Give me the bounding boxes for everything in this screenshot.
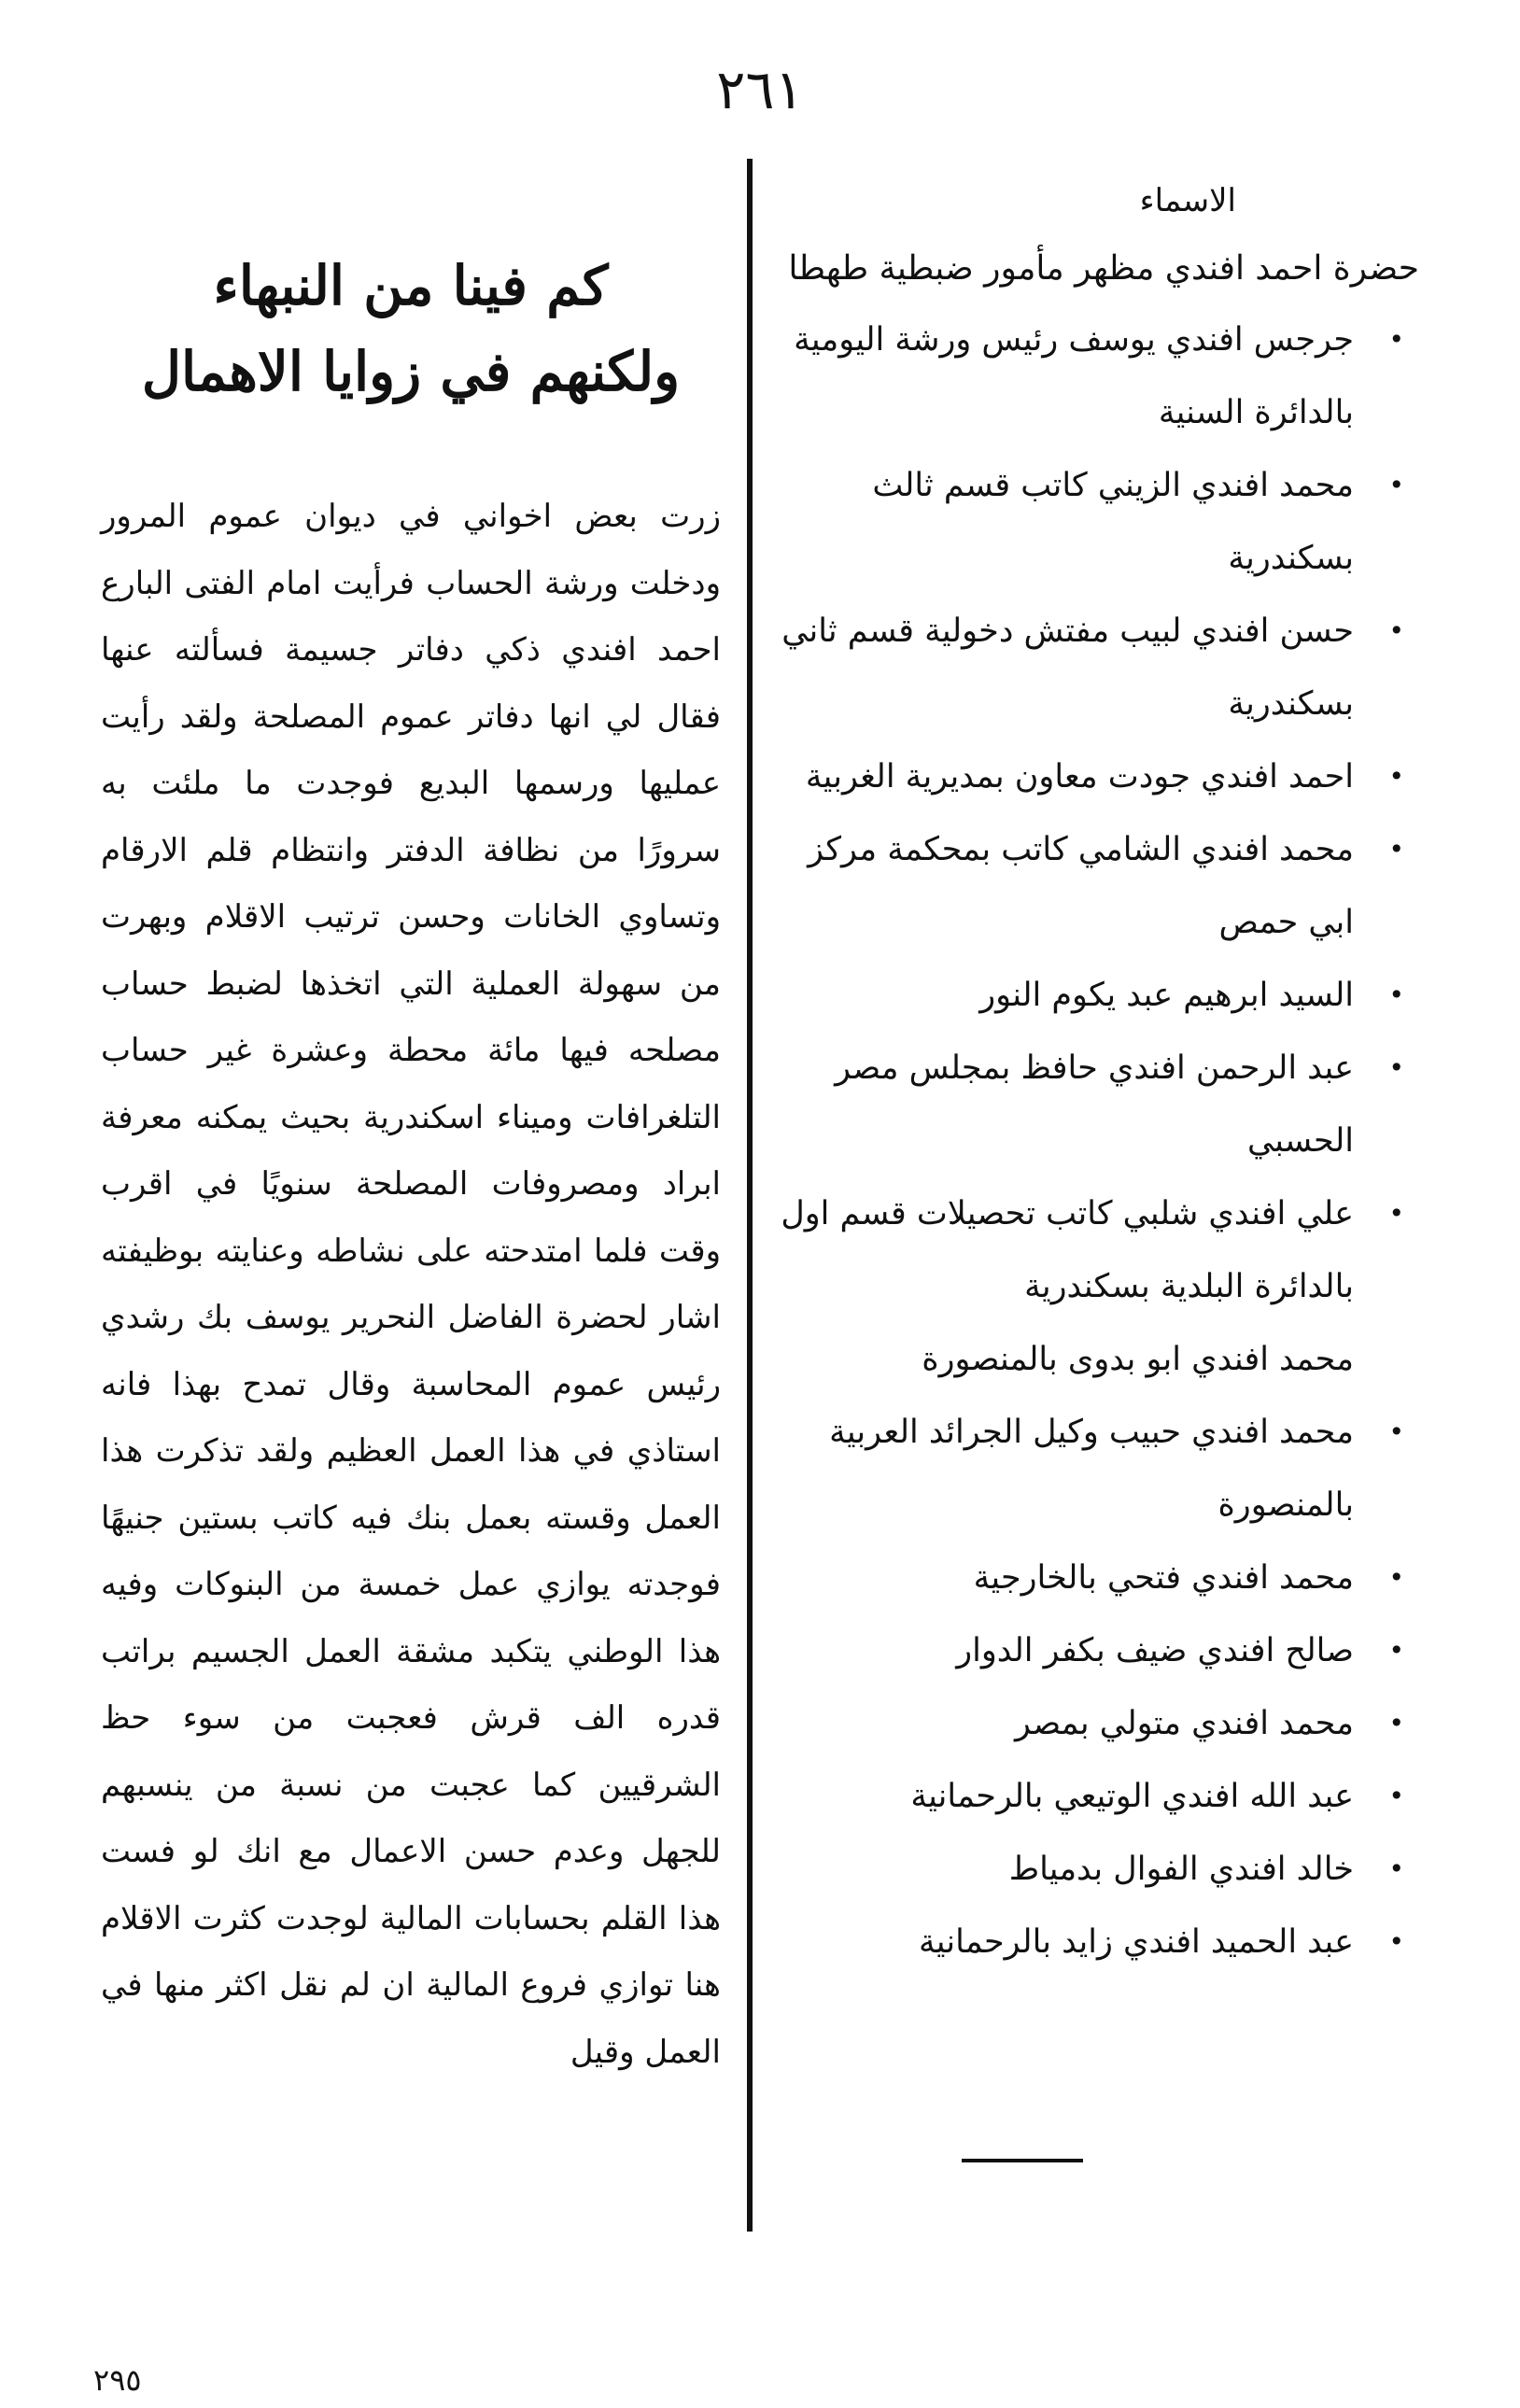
- list-item: [766, 303, 1419, 449]
- list-item: [766, 740, 1419, 813]
- list-item-text: علي افندي شلبي كاتب تحصيلات قسم اول بالدائرة البلدية بسكندرية: [781, 1195, 1354, 1305]
- list-heading: الاسماء: [1139, 182, 1236, 219]
- article-body: زرت بعض اخواني في ديوان عموم المرور ودخلت ورشة الحساب فرأيت امام الفتى البارع احمد افندي ذكي دفاتر جسيمة فسألته عنها فقال لي انها دفاتر عموم المصلحة ولقد رأيت عمليها ورسمها البديع فوجدت ما ملئت به سرورًا من نظافة الدفتر وانتظام قلم الارقام وتساوي الخانات وحسن ترتيب الاقلام وبهرت من سهولة العملية التي اتخذها لضبط حساب مصلحه فيها مائة محطة وعشرة غير حساب التلغرافات وميناء اسكندرية بحيث يمكنه معرفة ابراد ومصروفات المصلحة سنويًا في اقرب وقت فلما امتدحته على نشاطه وعنايته بوظيفته اشار لحضرة الفاضل النحرير يوسف بك رشدي رئيس عموم المحاسبة وقال تمدح بهذا فانه استاذي في هذا العمل العظيم ولقد تذكرت هذا العمل وقسته بعمل بنك فيه كاتب بستين جنيهًا فوجدته يوازي عمل خمسة من البنوكات وفيه هذا الوطني يتكبد مشقة العمل الجسيم براتب قدره الف قرش فعجبت من سوء حظ الشرقيين كما عجبت من نسبة من ينسبهم للجهل وعدم حسن الاعمال مع انك لو فست هذا القلم بحسابات المالية لوجدت كثرت الاقلام هنا توازي فروع المالية ان لم نقل اكثر منها في العمل وقيل: [101, 498, 721, 2071]
- list-item-text: السيد ابرهيم عبد يكوم النور: [979, 977, 1354, 1014]
- bullet-icon: •: [1388, 1198, 1404, 1229]
- bullet-icon: •: [1388, 1562, 1404, 1593]
- list-item: [766, 1687, 1419, 1760]
- bullet-icon: •: [1388, 1052, 1404, 1083]
- list-item: [766, 813, 1419, 959]
- list-item-text: محمد افندي ابو بدوى بالمنصورة: [922, 1341, 1354, 1378]
- bullet-icon: •: [1388, 834, 1404, 865]
- bullet-icon: •: [1388, 1635, 1404, 1666]
- list-item: [766, 1396, 1419, 1542]
- list-item-text: صالح افندي ضيف بكفر الدوار: [956, 1632, 1354, 1669]
- names-column: [766, 182, 1419, 1979]
- list-item-text: عبد الحميد افندي زايد بالرحمانية: [919, 1923, 1354, 1961]
- list-item-text: محمد افندي حبيب وكيل الجرائد العربية بالمنصورة: [829, 1414, 1354, 1524]
- list-item: [766, 595, 1419, 740]
- list-item-text: حسن افندي لبيب مفتش دخولية قسم ثاني بسكندرية: [781, 613, 1354, 723]
- bullet-icon: •: [1388, 1926, 1404, 1957]
- bullet-icon: •: [1388, 1781, 1404, 1811]
- list-item-text: محمد افندي فتحي بالخارجية: [973, 1559, 1354, 1597]
- list-item: [766, 1614, 1419, 1687]
- list-item: [766, 1542, 1419, 1614]
- column-divider: [747, 159, 753, 2232]
- bullet-icon: •: [1388, 1708, 1404, 1739]
- list-item-text: عبد الرحمن افندي حافظ بمجلس مصر الحسبي: [835, 1049, 1354, 1160]
- list-item-text: خالد افندي الفوال بدمياط: [1008, 1851, 1354, 1888]
- bullet-icon: •: [1388, 979, 1404, 1010]
- page-number: ٢٦١: [716, 58, 804, 121]
- bullet-icon: •: [1388, 1853, 1404, 1884]
- list-item-text: محمد افندي الشامي كاتب بمحكمة مركز ابي حمص: [808, 831, 1354, 941]
- list-item: [766, 1760, 1419, 1833]
- bullet-icon: •: [1388, 761, 1404, 792]
- bullet-icon: •: [1388, 1416, 1404, 1447]
- list-item-text: جرجس افندي يوسف رئيس ورشة اليومية بالدائرة السنية: [794, 321, 1354, 431]
- article-headline: كم فينا من النبهاء: [213, 254, 609, 317]
- list-item-text: محمد افندي متولي بمصر: [1015, 1705, 1354, 1742]
- list-lead-entry: حضرة احمد افندي مظهر مأمور ضبطية طهطا: [788, 249, 1419, 288]
- list-item: [766, 959, 1419, 1032]
- bullet-icon: •: [1388, 615, 1404, 646]
- list-item: [766, 1177, 1419, 1323]
- list-item: [766, 449, 1419, 595]
- section-end-rule: [962, 2159, 1083, 2162]
- list-item: [766, 1323, 1419, 1396]
- name-list: [766, 303, 1419, 1979]
- list-item: [766, 1906, 1419, 1979]
- folio-number: ٢٩٥: [93, 2362, 142, 2398]
- article-subheadline: ولكنهم في زوايا الاهمال: [141, 340, 681, 403]
- list-item: [766, 1032, 1419, 1177]
- bullet-icon: •: [1388, 470, 1404, 500]
- list-item: [766, 1833, 1419, 1906]
- list-item-text: محمد افندي الزيني كاتب قسم ثالث بسكندرية: [872, 467, 1354, 577]
- list-item-text: احمد افندي جودت معاون بمديرية الغربية: [805, 758, 1354, 796]
- bullet-icon: •: [1388, 324, 1404, 355]
- list-item-text: عبد الله افندي الوتيعي بالرحمانية: [910, 1778, 1354, 1815]
- article-column: [93, 243, 728, 2086]
